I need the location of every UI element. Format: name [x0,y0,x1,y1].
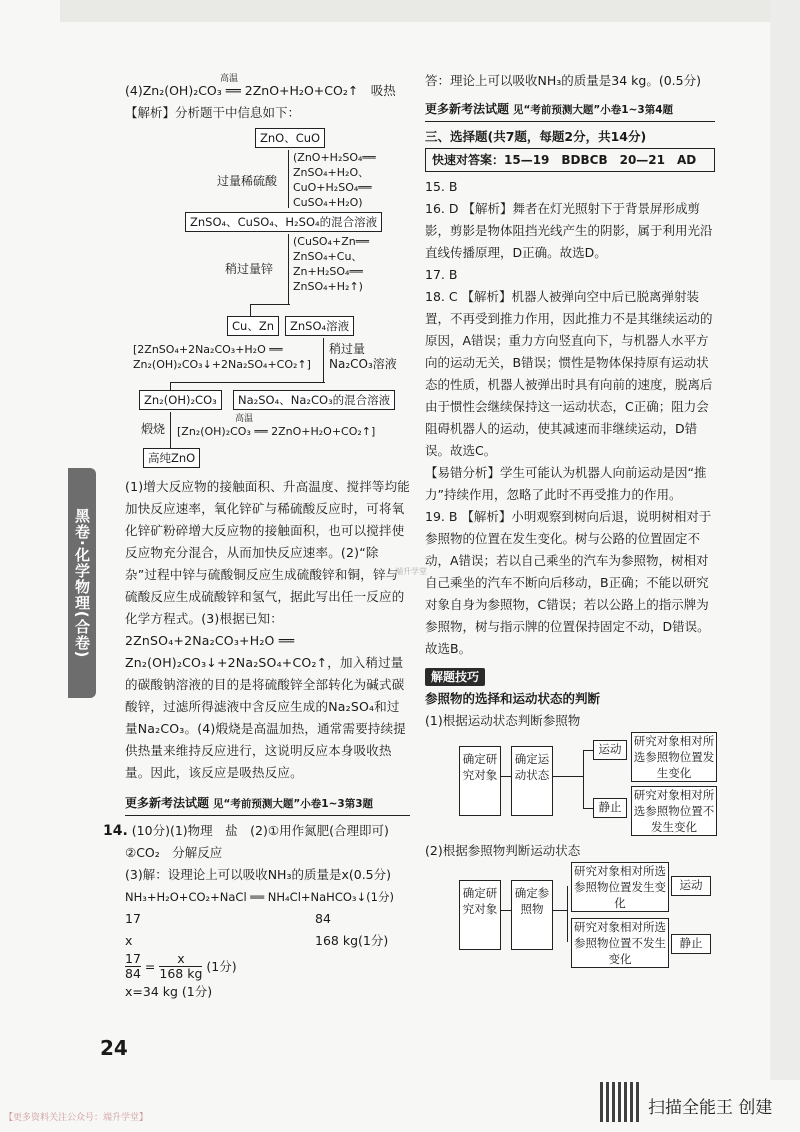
analysis-paragraph: (1)增大反应物的接触面积、升高温度、搅拌等均能加快反应速率，氧化锌矿与稀硫酸反应时，可将氧化锌矿粉碎增大反应物的接触面积，也可以搅拌使反应物充分混合，从而加快反应速率。(2)“除杂”过程中锌与硫酸铜反应生成硫酸锌和铜，锌与硫酸反应生成硫酸锌和氢气，据此写出任一反应的化学方程式。(3)根据已知：2ZnSO₄+2Na₂CO₃+H₂O ══ Zn₂(OH)₂CO₃↓+2Na₂SO₄+CO₂↑，加入稍过量的碳酸钠溶液的目的是将硫酸锌全部转化为碱式碳酸锌，过滤所得滤液中含反应生成的Na₂SO₄和过量Na₂CO₃。(4)煅烧是高温加热，通常需要持续提供热量来维持反应进行，这说明反应本身吸收热量。因此，该反应是吸热反应。 [125,479,411,780]
analysis-label: 【解析】分析题干中信息如下： [125,105,301,120]
more-tests-left [125,792,410,816]
d2-static: 静止 [671,934,711,954]
q15: 15. B [425,179,458,194]
flow-box-basic-carbonate: Zn₂(OH)₂CO₃ [139,390,222,410]
flow-box-filtrate: Na₂SO₄、Na₂CO₃的混合溶液 [233,390,395,410]
flow-step4-label: 煅烧 [141,422,166,436]
scanner-credit: 扫描全能王 创建 [648,1098,773,1118]
more-link[interactable]: 更多新考法试题 [125,796,210,810]
q14-number: 14. [103,823,128,839]
d1-object: 确定研究对象 [459,746,501,816]
q18: 18. C 【解析】机器人被弹向空中后已脱离弹射装置，不再受到推力作用，因此推力不是其继续运动的原因，A错误；重力方向竖直向下，与机器人水平方向的运动无关，B错误；惯性是物体保持原有运动状态的性质，机器人被弹出时具有向前的速度，脱离后由于惯性会继续保持这一运动状态，C正确；阻力会阻碍机器人的运动，使其减速而非继续运动，D错误。故选C。 [425,289,713,458]
tip-header [425,666,715,688]
right-column [425,70,715,970]
flow-diagram [125,124,410,476]
q14-ratio-row: x 168 kg(1分) [125,933,389,948]
flow-step3-label: 稍过量 Na₂CO₃溶液 [329,342,397,371]
tip1: (1)根据运动状态判断参照物 [425,713,581,728]
tip2: (2)根据参照物判断运动状态 [425,843,581,858]
flow-step3-eq: [2ZnSO₄+2Na₂CO₃+H₂O ══ Zn₂(OH)₂CO₃↓+2Na₂SO₄+CO₂↑] [133,343,311,371]
q14-line: NH₃+H₂O+CO₂+NaCl ══ NH₄Cl+NaHCO₃↓(1分) [125,890,394,904]
more-ref: 见“考前预测大题”小卷1~3第4题 [513,104,674,116]
q19: 19. B 【解析】小明观察到树向后退，说明树相对于参照物的位置在发生变化。树与公路的位置固定不动，A错误；若以自己乘坐的汽车为参照物，树相对自己乘坐的汽车不断向后移动，B正确；不能以研究对象自身为参照物，C错误；若以公路上的指示牌为参照物，树与指示牌的位置保持固定不动，D错误。故选B。 [425,509,712,656]
footer-note: 【更多资料关注公众号：端升学堂】 [4,1113,149,1123]
q14 [103,820,410,1003]
tip-banner: 解题技巧 [425,668,485,686]
more-ref: 见“考前预测大题”小卷1~3第3题 [213,798,374,810]
flow-step4-eq: [Zn₂(OH)₂CO₃ ══ 2ZnO+H₂O+CO₂↑] [177,425,376,438]
qr-code-icon [600,1082,640,1122]
right-edge-shadow [770,0,800,1080]
eq4-line: (4)Zn₂(OH)₂CO₃ ══ 2ZnO+H₂O+CO₂↑ 吸热 [125,83,396,98]
q14-ratio-row: 17 84 [125,911,331,926]
d1-state: 确定运动状态 [511,746,553,816]
top-shadow [60,0,800,22]
d2-reference: 确定参照物 [511,880,553,950]
q14-fraction: $\frac{17}{84}$ = $\frac{x}{168 kg}$ (1分) [125,951,237,981]
side-tab: 黑卷·化学物理(合卷) [68,468,96,698]
d1-moving: 运动 [593,740,627,760]
q14-answer: 答：理论上可以吸收NH₃的质量是34 kg。(0.5分) [425,73,701,88]
flow-box-cuzn: Cu、Zn [227,316,279,336]
d2-moving: 运动 [671,876,711,896]
q17: 17. B [425,267,458,282]
flow-step2-label: 稍过量锌 [225,262,274,276]
flow-step1-eq: (ZnO+H₂SO₄══ ZnSO₄+H₂O、 CuO+H₂SO₄══ CuSO₄+H₂O) [293,151,376,209]
flow-box-znso4: ZnSO₄溶液 [285,316,354,336]
flow-step4-condition: 高温 [235,414,254,424]
flow-box-mix: ZnSO₄、CuSO₄、H₂SO₄的混合溶液 [185,212,382,232]
more-tests-right [425,98,715,122]
q14-line: (10分)(1)物理 盐 (2)①用作氮肥(合理即可) ②CO₂ 分解反应 [125,823,402,860]
d2-nochange: 研究对象相对所选参照物位置不发生变化 [571,918,669,968]
diagram-1 [425,732,715,840]
flow-step1-label: 过量稀硫酸 [217,174,278,188]
d2-object: 确定研究对象 [459,880,501,950]
flow-step2-eq: (CuSO₄+Zn══ ZnSO₄+Cu、 Zn+H₂SO₄══ ZnSO₄+H₂↑) [293,235,369,293]
fast-answer: 快速对答案：15—19 BDBCB 20—21 AD [425,148,715,172]
eq4-condition: 高温 [220,74,239,84]
q14-result: x=34 kg (1分) [125,984,213,999]
q14-line: (3)解：设理论上可以吸收NH₃的质量是x(0.5分) [125,867,391,882]
q16: 16. D 【解析】舞者在灯光照射下于背景屏形成剪影，剪影是物体阻挡光线产生的阴影，属于利用光沿直线传播原理，D正确。故选D。 [425,201,713,260]
tip-title: 参照物的选择和运动状态的判断 [425,691,601,706]
flow-box-product: 高纯ZnO [143,448,200,468]
watermark: 端升学堂 [395,567,427,576]
diagram-2 [425,862,715,970]
section-title: 三、选择题(共7题，每题2分，共14分) [425,129,647,144]
d2-change: 研究对象相对所选参照物位置发生变化 [571,862,669,912]
d1-nochange: 研究对象相对所选参照物位置不发生变化 [631,786,717,836]
page-number: 24 [100,1036,128,1060]
q18-error-analysis: 【易错分析】学生可能认为机器人向前运动是因“推力”持续作用，忽略了此时不再受推力的作用。 [425,465,707,502]
d1-static: 静止 [593,798,627,818]
flow-box-raw: ZnO、CuO [255,128,325,148]
more-link[interactable]: 更多新考法试题 [425,102,510,116]
d1-change: 研究对象相对所选参照物位置发生变化 [631,732,717,782]
